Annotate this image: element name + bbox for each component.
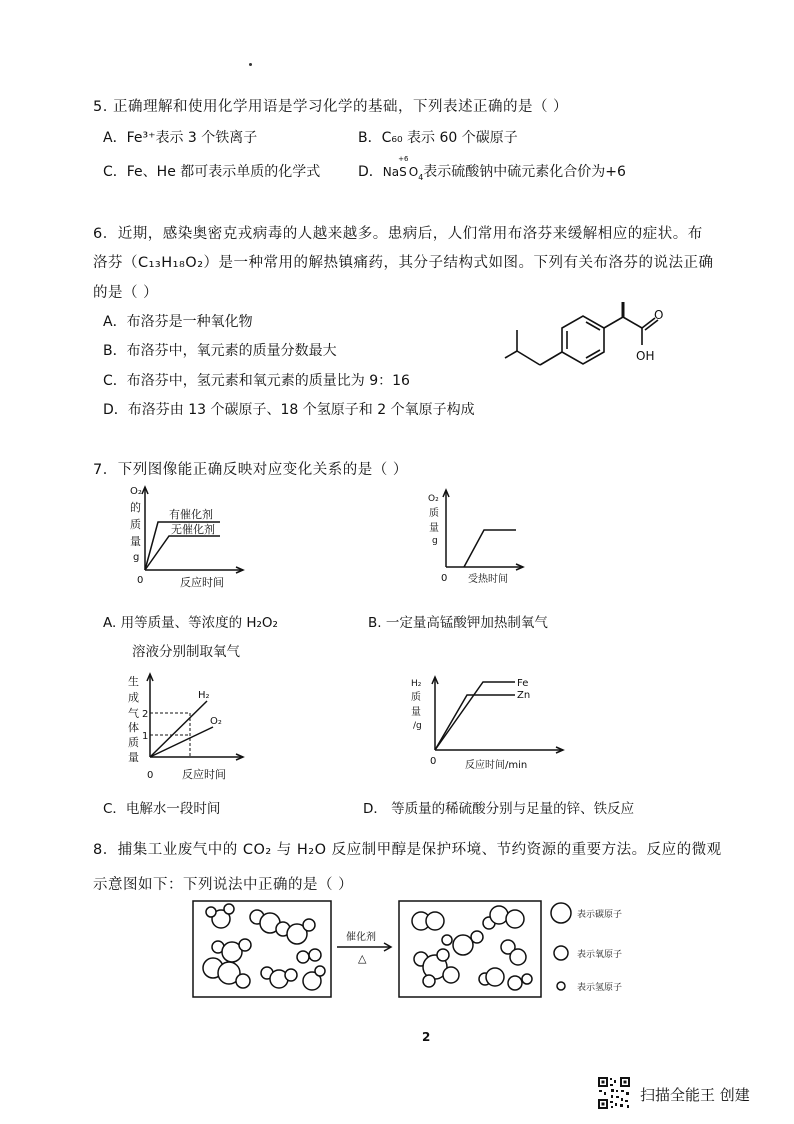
chart-c-line-h2 [150,701,207,757]
chart-c-tick-1: 1 [142,731,149,742]
chart-d-y-label-0: H₂ [411,679,422,689]
q7-stem: 7．下列图像能正确反映对应变化关系的是（ ） [93,462,408,478]
chart-a-line-no-catalyst [145,536,220,570]
chart-a-y-label-2: 质 [130,518,141,531]
chart-a-x-label: 反应时间 [180,576,224,589]
chart-b-y-label-1: 质 [429,508,439,519]
valence-mark: +6 [398,155,409,163]
legend-hydrogen-label: 表示氢原子 [577,983,623,993]
chart-c [125,665,255,785]
chart-a-y-label-0: O₂ [130,486,142,497]
arrow-condition-top: 催化剂 [346,932,376,943]
chart-c-y-label-3: 体 [128,721,139,734]
chart-d-y-label-1: 质 [411,692,421,703]
q6-stem-line3: 的是（ ） [93,285,159,301]
legend-carbon-label: 表示碳原子 [577,910,623,920]
chart-d-x-label: 反应时间/min [465,760,528,771]
chart-a-y-label-3: 量 [130,535,141,548]
chart-a-y-label-4: g [133,552,140,563]
chart-c-series-h2: H₂ [198,690,210,701]
chart-c-series-o2: O₂ [210,716,222,727]
ibuprofen-structure-diagram [500,300,700,380]
q6-stem-line1: 6．近期，感染奥密克戎病毒的人越来越多。患病后，人们常用布洛芬来缓解相应的症状。布 [93,226,703,242]
q6-option-d: D．布洛芬由 13 个碳原子、18 个氢原子和 2 个氧原子构成 [103,402,475,418]
oxygen-symbol: O [408,165,419,179]
q6-option-c: C．布洛芬中，氢元素和氧元素的质量比为 9：16 [103,373,410,389]
q5-option-d: D．Na +6 S $O_4$表示硫酸钠中硫元素化合价为+6 [358,155,626,182]
legend-carbon-circle [551,903,571,923]
reaction-diagram [185,895,655,1005]
page-number: 2 [422,1030,431,1044]
chart-c-caption: C．电解水一段时间 [103,801,221,817]
chart-c-x-label: 反应时间 [182,768,226,781]
scan-dot [249,63,252,66]
chart-b-y-label-0: O₂ [428,494,439,504]
chart-b-y-label-3: g [432,536,438,546]
q5-stem: 5. 正确理解和使用化学用语是学习化学的基础，下列表述正确的是（ ） [93,99,569,115]
chart-c-y-label-1: 成 [128,691,139,704]
chart-d-line-fe [435,682,515,750]
q6-option-a: A．布洛芬是一种氧化物 [103,314,253,330]
chart-b-line [464,530,516,567]
chart-a-caption-2: 溶液分别制取氧气 [132,644,240,660]
chart-c-y-label-2: 气 [128,707,139,720]
chart-a-series-no-catalyst: 无催化剂 [171,523,215,536]
struct-oxygen-label: O [654,308,664,322]
legend-oxygen-circle [554,946,568,960]
chart-c-y-label-0: 生 [128,675,139,688]
chart-b [420,485,530,590]
chart-d-series-zn: Zn [517,690,531,701]
chart-d [405,672,570,777]
legend-hydrogen-circle [557,982,565,990]
sulfur-symbol: S [399,165,407,179]
chart-a-caption-1: A. 用等质量、等浓度的 H₂O₂ [103,615,278,631]
chart-c-origin: 0 [147,770,154,781]
qr-code-icon [597,1076,631,1110]
q5-option-c: C．Fe、He 都可表示单质的化学式 [103,164,321,180]
chart-c-line-o2 [150,727,213,757]
chart-a [125,480,250,590]
footer-watermark: 扫描全能王 创建 [640,1086,750,1104]
q8-stem-line2: 示意图如下：下列说法中正确的是（ ） [93,877,354,893]
chart-b-x-label: 受热时间 [468,574,508,585]
q5-option-a: A．Fe³⁺表示 3 个铁离子 [103,130,258,146]
sodium-symbol: Na [382,165,400,179]
q6-stem-line2: 洛芬（C₁₃H₁₈O₂）是一种常用的解热镇痛药，其分子结构式如图。下列有关布洛芬的说法正确 [93,255,714,271]
arrow-condition-bottom: △ [358,952,367,965]
q5-option-b: B．C₆₀ 表示 60 个碳原子 [358,130,518,146]
q6-option-b: B．布洛芬中，氧元素的质量分数最大 [103,343,337,359]
chart-d-caption: D． 等质量的稀硫酸分别与足量的锌、铁反应 [363,801,635,817]
legend-oxygen-label: 表示氧原子 [577,950,623,960]
chart-d-origin: 0 [430,756,437,767]
chart-c-y-label-4: 质 [128,736,139,749]
chart-a-series-catalyst: 有催化剂 [169,508,213,521]
q8-stem-line1: 8．捕集工业废气中的 CO₂ 与 H₂O 反应制甲醇是保护环境、节约资源的重要方法。反应的微观 [93,842,722,858]
chart-a-y-label-1: 的 [130,501,141,514]
chart-c-y-label-5: 量 [128,751,139,764]
chart-b-origin: 0 [441,573,448,584]
chart-d-y-label-2: 量 [411,707,421,718]
chart-a-origin: 0 [137,575,144,586]
struct-hydroxyl-label: OH [636,349,655,363]
chart-d-line-zn [435,695,515,750]
chart-d-y-label-3: /g [413,721,422,731]
chart-b-caption: B. 一定量高锰酸钾加热制氧气 [368,615,548,631]
chart-c-tick-2: 2 [142,709,149,720]
chart-b-y-label-2: 量 [429,523,439,534]
chart-d-series-fe: Fe [517,678,529,689]
